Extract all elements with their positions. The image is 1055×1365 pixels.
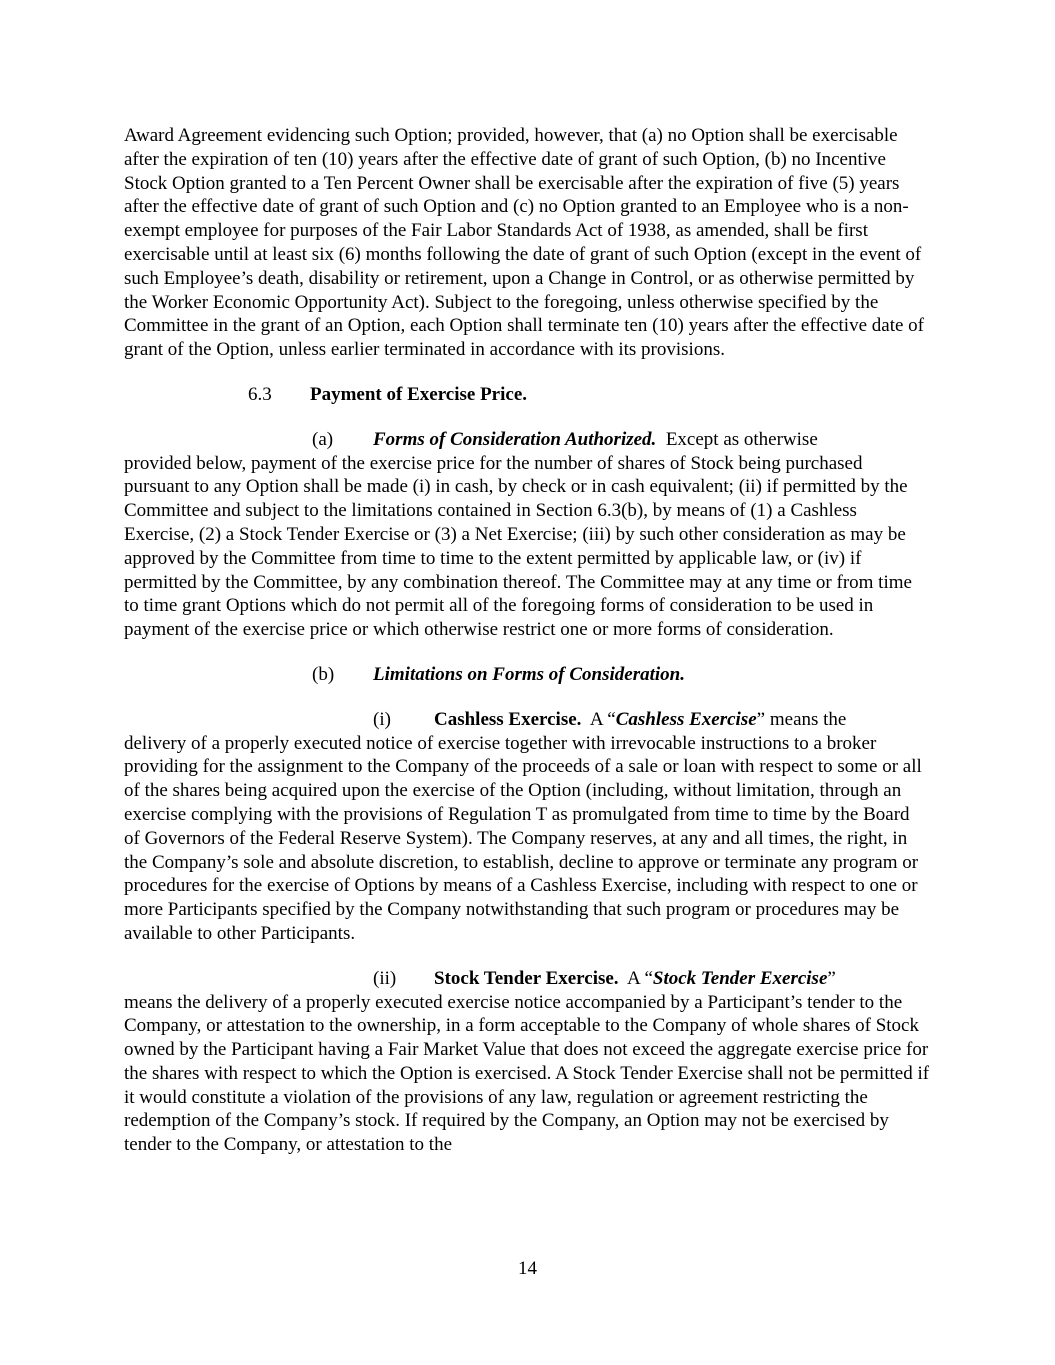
subsection-a-heading: Forms of Consideration Authorized. [373,428,657,450]
clause-ii-defined-term: Stock Tender Exercise [652,967,828,989]
subsection-a-label: (a) [312,428,334,450]
clause-i-pre: A “ [589,708,616,730]
document-page [124,124,930,1157]
section-6-3-heading [124,383,930,407]
clause-ii [124,967,930,1157]
clause-i [124,708,930,946]
clause-ii-heading-line [124,967,930,991]
clause-i-heading-line [124,708,930,732]
subsection-b-heading-line [124,663,930,687]
clause-ii-pre: A “ [627,967,653,989]
page-number: 14 [518,1258,537,1279]
clause-i-heading: Cashless Exercise. [434,708,582,730]
subsection-a-lead: Except as otherwise [665,428,818,450]
clause-ii-body: means the delivery of a properly executed exercise notice accompanied by a Participant’s tender to the Company, or attestation to the ownership, in a form acceptable to the Company of whole shares of Stock owned by the Participant having a Fair Market Value that does not exceed the aggregate exercise price for the shares with respect to which the Option is exercised. A Stock Tender Exercise shall not be permitted if it would constitute a violation of the provisions of any law, regulation or agreement restricting the redemption of the Company’s stock. If required by the Company, an Option may not be exercised by tender to the Company, or attestation to the [124,991,930,1156]
clause-ii-post: ” [827,967,836,989]
subsection-a-heading-line [124,428,930,452]
clause-ii-heading: Stock Tender Exercise. [434,967,619,989]
subsection-a [124,428,930,642]
clause-i-post: ” means the [756,708,847,730]
subsection-a-body: provided below, payment of the exercise price for the number of shares of Stock being purchased pursuant to any Option shall be made (i) in cash, by check or in cash equivalent; (ii) if permitted by the Committee and subject to the limitations contained in Section 6.3(b), by means of (1) a Cashless Exercise, (2) a Stock Tender Exercise or (3) a Net Exercise; (iii) by such other consideration as may be approved by the Committee from time to time to the extent permitted by applicable law, or (iv) if permitted by the Committee, by any combination thereof. The Committee may at any time or from time to time grant Options which do not permit all of the foregoing forms of consideration to be used in payment of the exercise price or which otherwise restrict one or more forms of consideration. [124,452,912,641]
clause-i-body: delivery of a properly executed notice of exercise together with irrevocable instructions to a broker providing for the assignment to the Company of the proceeds of a sale or loan with respect to some or all of the shares being acquired upon the exercise of the Option (including, without limitation, through an exercise complying with the provisions of Regulation T as promulgated from time to time by the Board of Governors of the Federal Reserve System). The Company reserves, at any and all times, the right, in the Company’s sole and absolute discretion, to establish, decline to approve or terminate any program or procedures for the exercise of Options by means of a Cashless Exercise, including with respect to one or more Participants specified by the Company notwithstanding that such program or procedures may be available to other Participants. [124,732,922,944]
subsection-b-label: (b) [312,663,335,685]
section-title: Payment of Exercise Price. [310,383,528,405]
subsection-b-heading: Limitations on Forms of Consideration. [373,663,685,685]
clause-i-defined-term: Cashless Exercise [615,708,757,730]
clause-i-label: (i) [373,708,391,730]
intro-paragraph: Award Agreement evidencing such Option; provided, however, that (a) no Option shall be exercisable after the expiration of ten (10) years after the effective date of grant of such Option, (b) no Incentive Stock Option granted to a Ten Percent Owner shall be exercisable after the expiration of five (5) years after the effective date of grant of such Option and (c) no Option granted to an Employee who is a non-exempt employee for purposes of the Fair Labor Standards Act of 1938, as amended, shall be first exercisable until at least six (6) months following the date of grant of such Option (except in the event of such Employee’s death, disability or retirement, upon a Change in Control, or as otherwise permitted by the Worker Economic Opportunity Act). Subject to the foregoing, unless otherwise specified by the Committee in the grant of an Option, each Option shall terminate ten (10) years after the effective date of grant of the Option, unless earlier terminated in accordance with its provisions. [124,125,924,361]
section-number: 6.3 [248,383,272,405]
clause-ii-label: (ii) [373,967,397,989]
